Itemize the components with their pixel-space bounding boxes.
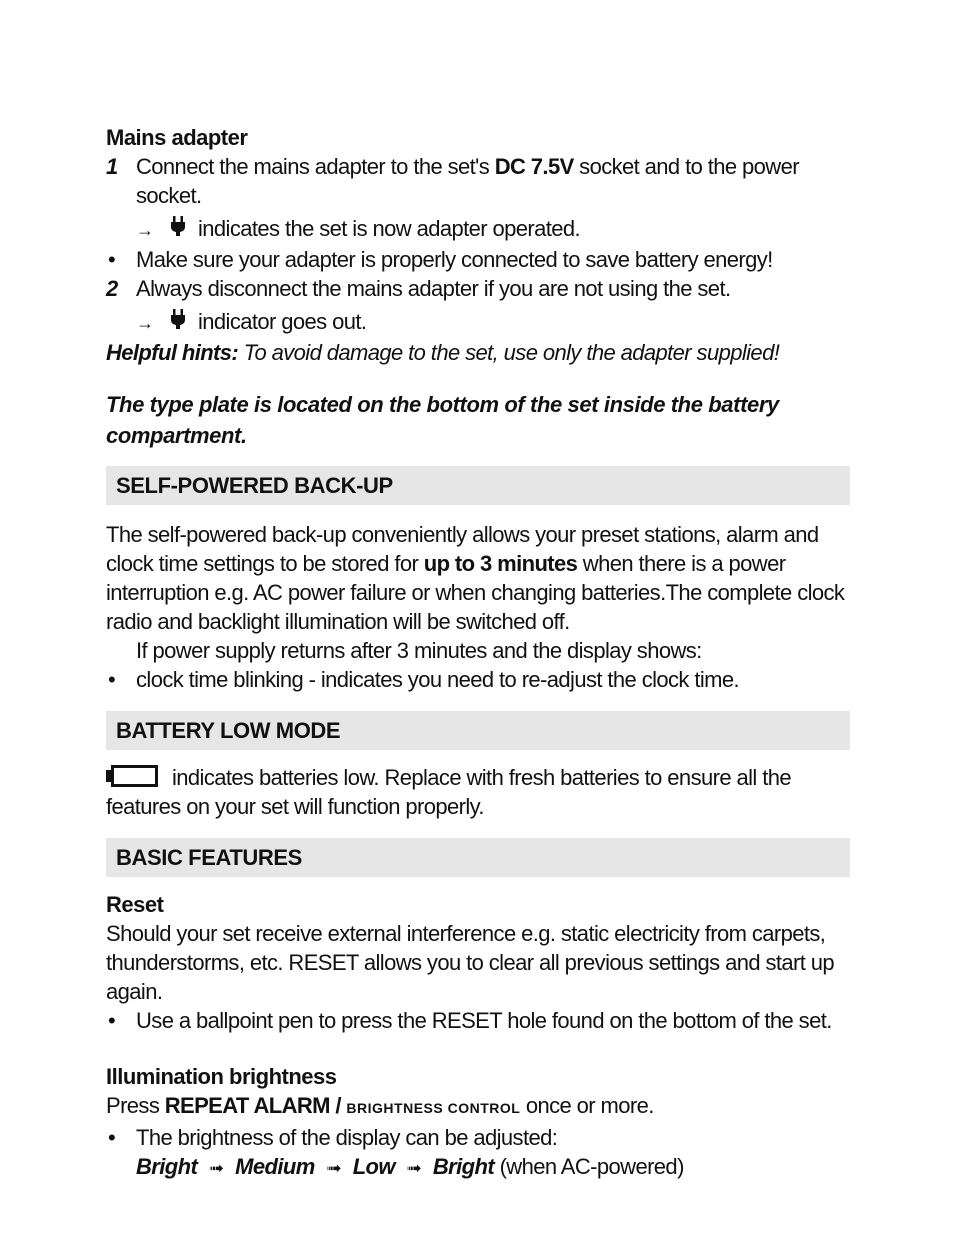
self-powered-paragraph [106, 520, 850, 636]
press-pre: Press [106, 1093, 165, 1118]
arrow-icon: → [136, 220, 154, 240]
step-2-result-text: indicator goes out. [198, 309, 367, 334]
clock-blink-item [106, 665, 850, 694]
helpful-hints [106, 338, 850, 367]
adapter-tip [106, 245, 850, 274]
repeat-alarm-label: REPEAT ALARM / [164, 1093, 347, 1118]
reset-instruction [106, 1006, 850, 1035]
brightness-item [106, 1123, 850, 1152]
press-instruction [106, 1091, 850, 1123]
illumination-heading: Illumination brightness [106, 1064, 337, 1089]
plug-icon [168, 309, 188, 331]
hint-text: To avoid damage to the set, use only the adapter supplied! [243, 340, 780, 365]
duration-emphasis: up to 3 minutes [423, 551, 578, 576]
clock-blink-text: clock time blinking - indicates you need to re-adjust the clock time. [136, 667, 740, 692]
self-powered-text-pre: The self-powered back-up conveniently allows your preset stations, alarm and clock time settings to be stored for [106, 522, 819, 576]
step-2 [106, 274, 850, 303]
level-bright-again: Bright [432, 1154, 495, 1179]
next-arrow-icon: ➟ [406, 1158, 422, 1178]
step-1-text-pre: Connect the mains adapter to the set's [136, 154, 495, 179]
step-number: 1 [106, 154, 118, 179]
step-1 [106, 152, 850, 210]
next-arrow-icon: ➟ [326, 1158, 341, 1178]
reset-instruction-text: Use a ballpoint pen to press the RESET hole found on the bottom of the set. [136, 1008, 832, 1033]
manual-page [106, 123, 850, 1183]
power-returns-note: If power supply returns after 3 minutes and the display shows: [136, 638, 702, 663]
dc-socket-label: DC 7.5V [494, 154, 574, 179]
step-1-text-post: socket and to the power socket. [136, 154, 799, 208]
section-header-battery-low: BATTERY LOW MODE [106, 711, 850, 750]
ac-powered-note: (when AC-powered) [494, 1154, 684, 1179]
step-1-result [106, 214, 850, 245]
step-1-result-text: indicates the set is now adapter operated. [198, 216, 581, 241]
step-2-text: Always disconnect the mains adapter if you are not using the set. [136, 276, 731, 301]
section-header-basic-features: BASIC FEATURES [106, 838, 850, 877]
level-medium: Medium [235, 1154, 315, 1179]
step-number: 2 [106, 276, 118, 301]
level-bright: Bright [136, 1154, 198, 1179]
arrow-icon: → [136, 313, 154, 333]
reset-text: Should your set receive external interference e.g. static electricity from carpets, thunderstorms, etc. RESET allows you to clear all previous settings and start up again. [106, 921, 835, 1004]
step-2-result [106, 307, 850, 338]
hint-label: Helpful hints: [106, 340, 239, 365]
section-header-self-powered: SELF-POWERED BACK-UP [106, 466, 850, 505]
battery-low-icon [106, 765, 158, 787]
battery-low-text: indicates batteries low. Replace with fresh batteries to ensure all the features on your set will function properly. [106, 765, 791, 819]
brightness-control-label: BRIGHTNESS CONTROL [346, 1100, 521, 1116]
plug-icon [168, 216, 188, 238]
brightness-sequence [106, 1152, 850, 1183]
level-low: Low [352, 1154, 395, 1179]
type-plate-warning: The type plate is located on the bottom of the set inside the battery compartment. [106, 392, 779, 448]
mains-adapter-heading: Mains adapter [106, 125, 248, 150]
bullet: • [108, 667, 116, 692]
bullet: • [108, 1008, 116, 1033]
press-post: once or more. [520, 1093, 654, 1118]
self-powered-text-post: when there is a power interruption e.g. AC power failure or when changing batteries.The complete clock radio and backlight illumination will be switched off. [106, 551, 845, 634]
bullet: • [108, 247, 116, 272]
adapter-tip-text: Make sure your adapter is properly connected to save battery energy! [136, 247, 773, 272]
next-arrow-icon: ➟ [208, 1158, 224, 1178]
bullet: • [108, 1125, 116, 1150]
battery-low-paragraph [106, 763, 850, 821]
brightness-item-text: The brightness of the display can be adjusted: [136, 1125, 558, 1150]
reset-heading: Reset [106, 892, 164, 917]
